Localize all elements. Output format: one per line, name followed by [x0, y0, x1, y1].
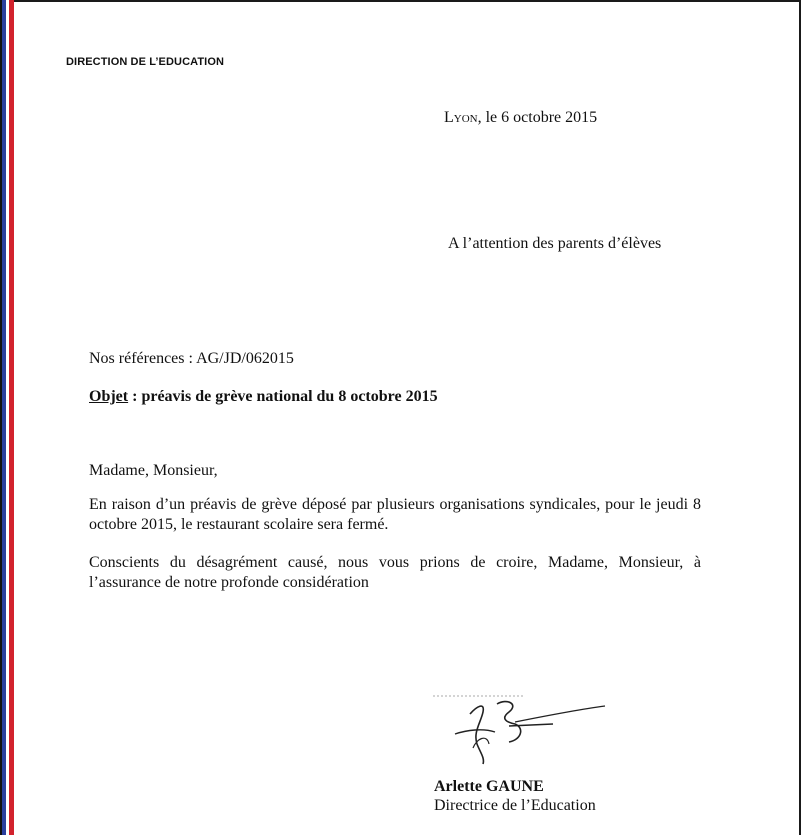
letter-references: Nos références : AG/JD/062015 [89, 350, 294, 367]
subject-label: Objet [89, 388, 129, 405]
letter-recipient: A l’attention des parents d’élèves [448, 235, 662, 252]
department-header: DIRECTION DE L’EDUCATION [66, 56, 225, 68]
letter-date [444, 109, 597, 127]
paragraph-line: En raison d’un préavis de grève déposé par plusieurs organisations syndicales, pour le jeudi 8 [89, 496, 701, 513]
signatory-title: Directrice de l’Education [434, 797, 596, 814]
paragraph-closing [89, 553, 701, 593]
stripe-red [9, 0, 14, 835]
subject-text: : préavis de grève national du 8 octobre 2015 [128, 388, 438, 405]
letter-date-text: , le 6 octobre 2015 [477, 109, 598, 126]
paragraph-line: l’assurance de notre profonde considération [89, 574, 369, 591]
signatory-name: Arlette GAUNE [434, 778, 544, 795]
letter-city: Lyon [444, 109, 478, 126]
handwritten-signature [425, 688, 610, 772]
letter-subject [89, 388, 438, 406]
paragraph-line: octobre 2015, le restaurant scolaire sera fermé. [89, 516, 389, 533]
page-border-top [0, 0, 801, 2]
paragraph-line: Conscients du désagrément causé, nous vous prions de croire, Madame, Monsieur, à [89, 554, 701, 571]
paragraph-closure-notice [89, 495, 701, 535]
letter-greeting: Madame, Monsieur, [89, 462, 218, 479]
